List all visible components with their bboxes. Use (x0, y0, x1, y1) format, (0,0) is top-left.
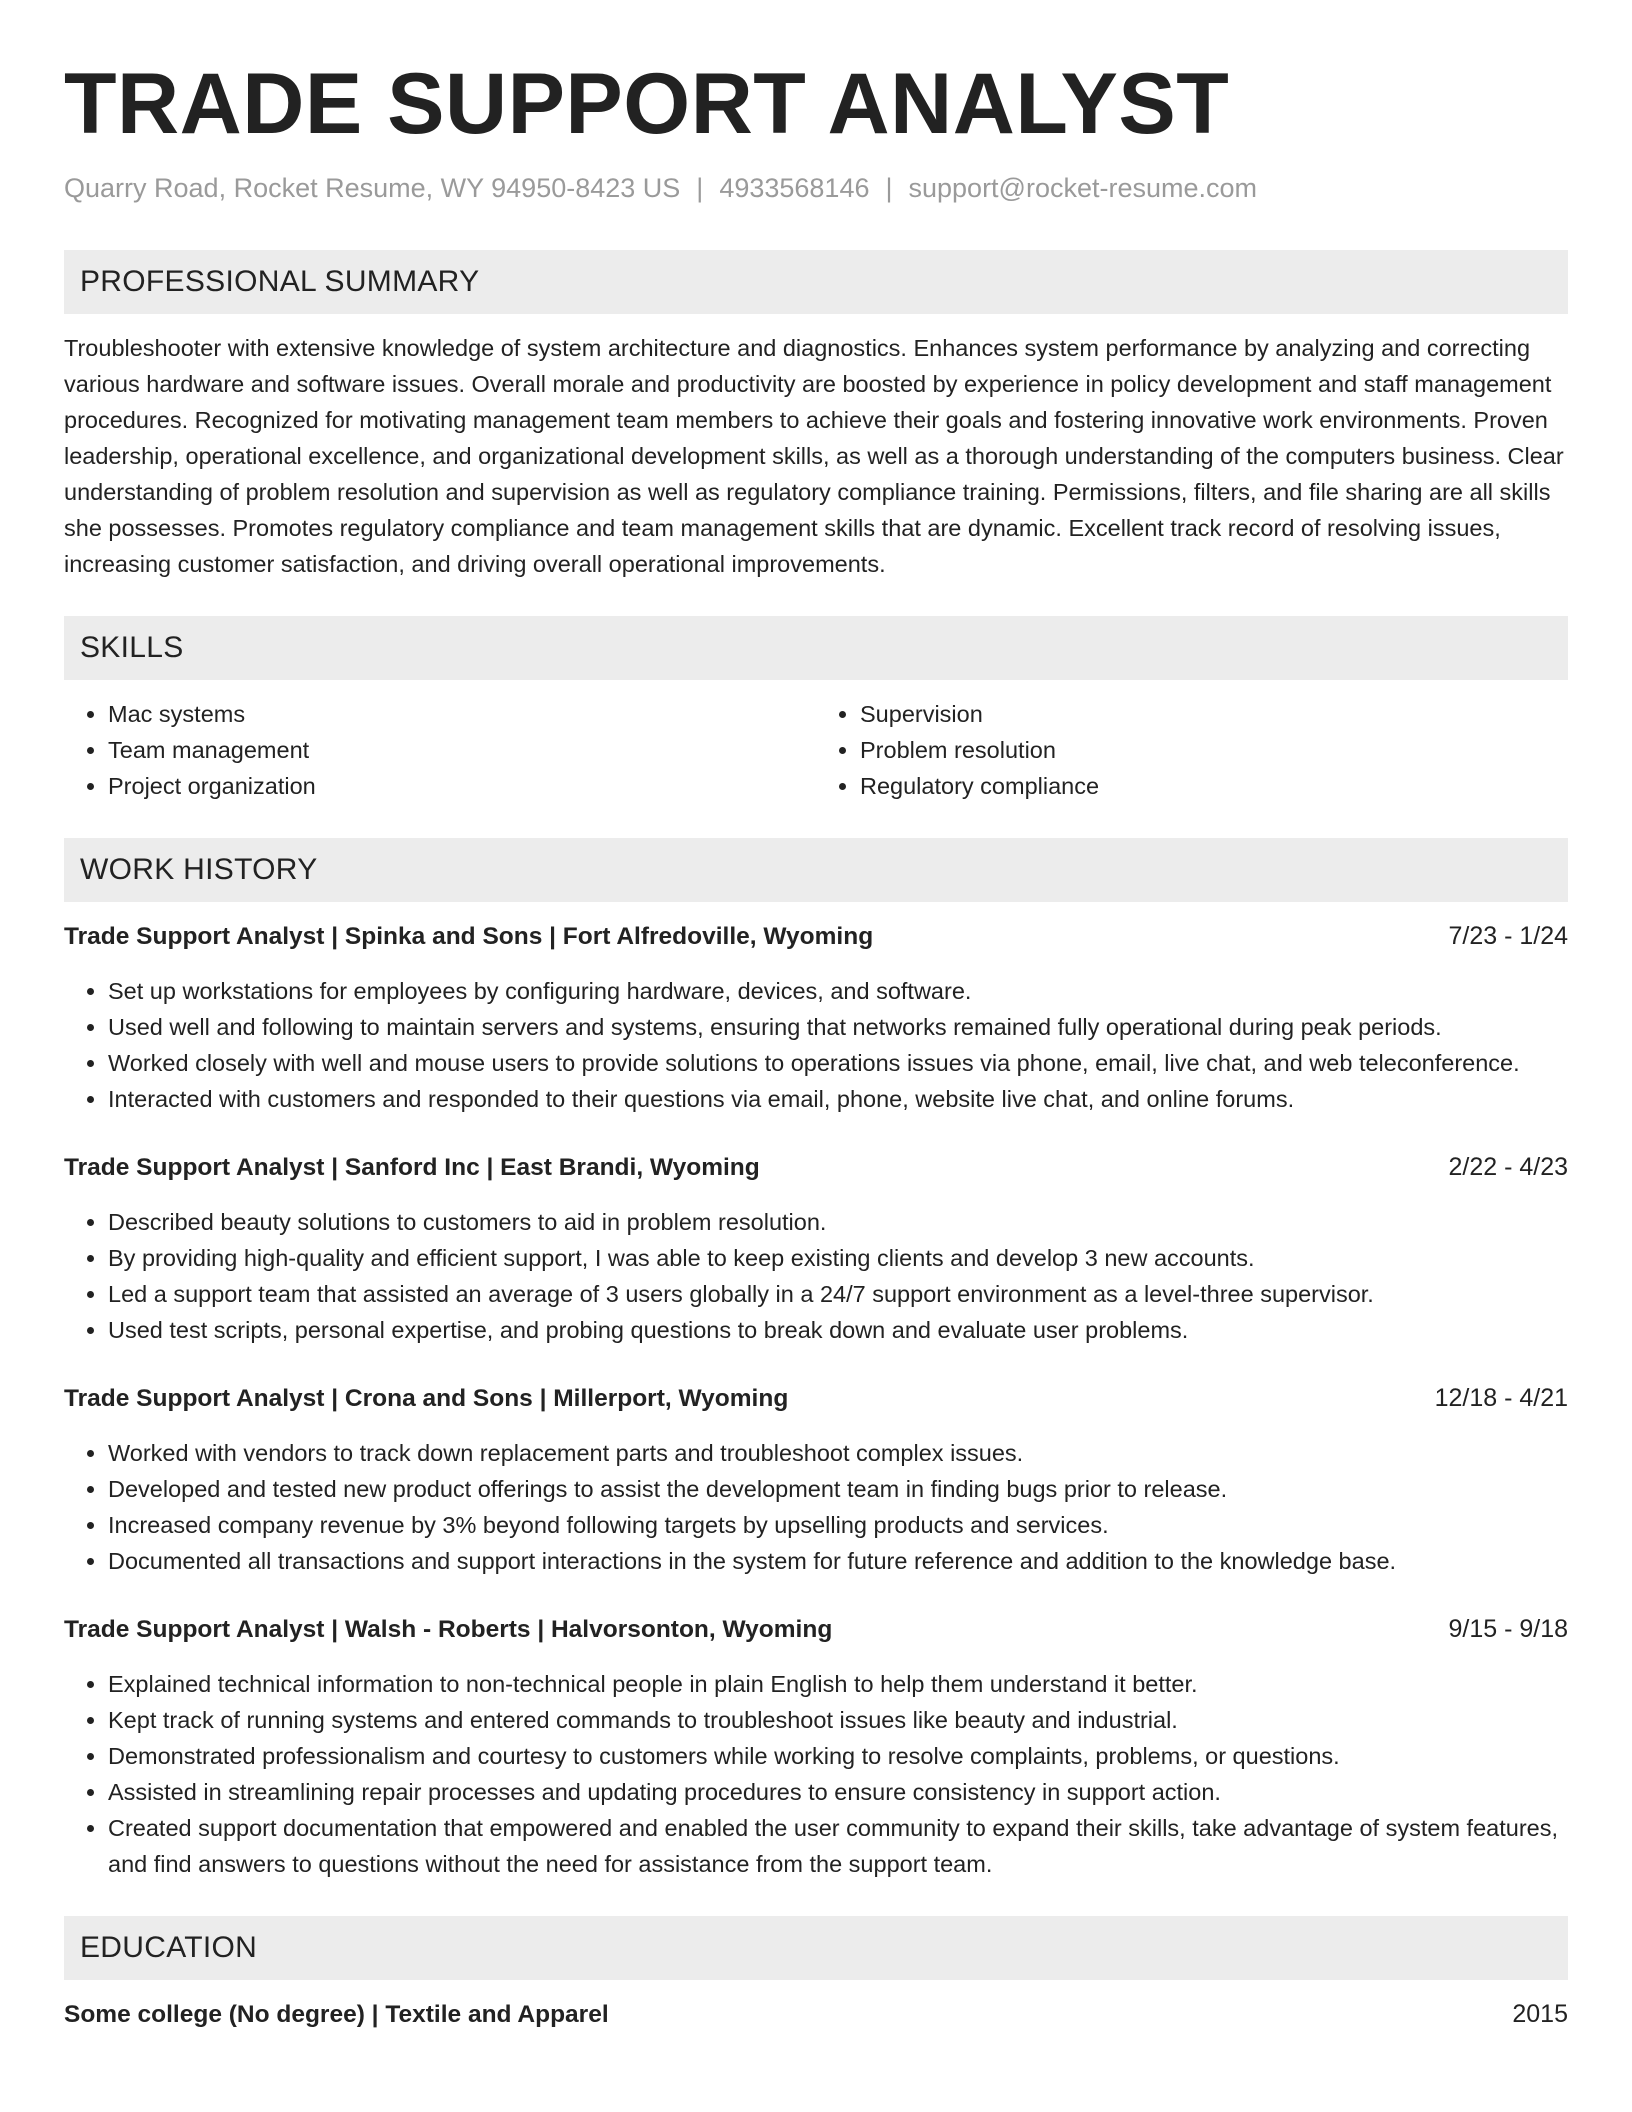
section-header-work (64, 838, 1568, 902)
job-bullet: • Developed and tested new product offerings to assist the development team in finding bugs prior to release. (108, 1471, 1568, 1507)
job-bullet: • Assisted in streamlining repair processes and updating procedures to ensure consistency in support action. (108, 1774, 1568, 1810)
job-bullets (64, 1666, 1568, 1882)
contact-phone: 4933568146 (719, 173, 870, 203)
job-entry (64, 1149, 1568, 1348)
job-bullet: • Worked closely with well and mouse users to provide solutions to operations issues via phone, email, live chat, and web teleconference. (108, 1045, 1568, 1081)
job-title: Trade Support Analyst | Crona and Sons | Millerport, Wyoming (64, 1385, 789, 1412)
section-title-education: EDUCATION (80, 1931, 258, 1964)
skills-list-right (816, 696, 1568, 804)
job-bullet: • Led a support team that assisted an average of 3 users globally in a 24/7 support environment as a level-three supervisor. (108, 1276, 1568, 1312)
job-header (64, 1611, 1568, 1648)
education-entry (64, 1996, 1568, 2033)
job-bullet: • Used well and following to maintain servers and systems, ensuring that networks remained fully operational during peak periods. (108, 1009, 1568, 1045)
job-dates: 7/23 - 1/24 (1448, 922, 1568, 950)
job-bullets (64, 973, 1568, 1117)
job-title: Trade Support Analyst | Sanford Inc | East Brandi, Wyoming (64, 1154, 760, 1181)
job-entry (64, 1611, 1568, 1882)
job-bullet: • Interacted with customers and responded to their questions via email, phone, website live chat, and online forums. (108, 1081, 1568, 1117)
job-dates: 12/18 - 4/21 (1434, 1384, 1568, 1412)
skill-item: • Project organization (108, 768, 816, 804)
skill-item: • Problem resolution (860, 732, 1568, 768)
skill-item: • Regulatory compliance (860, 768, 1568, 804)
job-title: Trade Support Analyst | Spinka and Sons | Fort Alfredoville, Wyoming (64, 923, 874, 950)
contact-separator: | (696, 173, 704, 203)
job-header (64, 1149, 1568, 1186)
job-header (64, 918, 1568, 955)
job-bullet: • Used test scripts, personal expertise, and probing questions to break down and evaluate user problems. (108, 1312, 1568, 1348)
job-bullet: • Kept track of running systems and entered commands to troubleshoot issues like beauty and industrial. (108, 1702, 1568, 1738)
contact-line (64, 170, 1568, 206)
contact-email: support@rocket-resume.com (908, 173, 1258, 203)
job-entry (64, 918, 1568, 1117)
section-header-skills (64, 616, 1568, 680)
section-title-work: WORK HISTORY (80, 853, 318, 886)
job-bullet: • Set up workstations for employees by configuring hardware, devices, and software. (108, 973, 1568, 1009)
section-header-education (64, 1916, 1568, 1980)
education-list (64, 1996, 1568, 2033)
job-entry (64, 1380, 1568, 1579)
skill-item: • Supervision (860, 696, 1568, 732)
work-history-list (64, 918, 1568, 1882)
education-year: 2015 (1512, 2000, 1568, 2028)
contact-address: Quarry Road, Rocket Resume, WY 94950-8423 US (64, 173, 681, 203)
job-dates: 2/22 - 4/23 (1448, 1153, 1568, 1181)
job-bullet: • Documented all transactions and support interactions in the system for future reference and addition to the knowledge base. (108, 1543, 1568, 1579)
section-header-summary (64, 250, 1568, 314)
skill-item: • Team management (108, 732, 816, 768)
job-dates: 9/15 - 9/18 (1448, 1615, 1568, 1643)
job-bullet: • Demonstrated professionalism and courtesy to customers while working to resolve complaints, problems, or questions. (108, 1738, 1568, 1774)
job-bullets (64, 1204, 1568, 1348)
skills-list-left (64, 696, 816, 804)
skill-item: • Mac systems (108, 696, 816, 732)
job-title: Trade Support Analyst | Walsh - Roberts | Halvorsonton, Wyoming (64, 1616, 833, 1643)
section-title-skills: SKILLS (80, 631, 184, 664)
job-bullet: • By providing high-quality and efficient support, I was able to keep existing clients and develop 3 new accounts. (108, 1240, 1568, 1276)
summary-text: Troubleshooter with extensive knowledge of system architecture and diagnostics. Enhances system performance by analyzing and correcting various hardware and software issues. Overall morale and productivity are boosted by experience in policy development and staff management procedures. Recognized for motivating management team members to achieve their goals and fostering innovative work environments. Proven leadership, operational excellence, and organizational development skills, as well as a thorough understanding of the computers business. Clear understanding of problem resolution and supervision as well as regulatory compliance training. Permissions, filters, and file sharing are all skills she possesses. Promotes regulatory compliance and team management skills that are dynamic. Excellent track record of resolving issues, increasing customer satisfaction, and driving overall operational improvements. (64, 335, 1564, 577)
job-bullet: • Increased company revenue by 3% beyond following targets by upselling products and services. (108, 1507, 1568, 1543)
education-title: Some college (No degree) | Textile and Apparel (64, 2001, 609, 2028)
skills-grid (64, 696, 1568, 804)
resume-name: TRADE SUPPORT ANALYST (64, 56, 1230, 152)
job-bullets (64, 1435, 1568, 1579)
contact-separator: | (885, 173, 893, 203)
job-bullet: • Worked with vendors to track down replacement parts and troubleshoot complex issues. (108, 1435, 1568, 1471)
job-bullet: • Explained technical information to non-technical people in plain English to help them understand it better. (108, 1666, 1568, 1702)
section-title-summary: PROFESSIONAL SUMMARY (80, 265, 480, 298)
job-header (64, 1380, 1568, 1417)
job-bullet: • Created support documentation that empowered and enabled the user community to expand their skills, take advantage of system features, and find answers to questions without the need for assistance from the support team. (108, 1810, 1568, 1882)
job-bullet: • Described beauty solutions to customers to aid in problem resolution. (108, 1204, 1568, 1240)
